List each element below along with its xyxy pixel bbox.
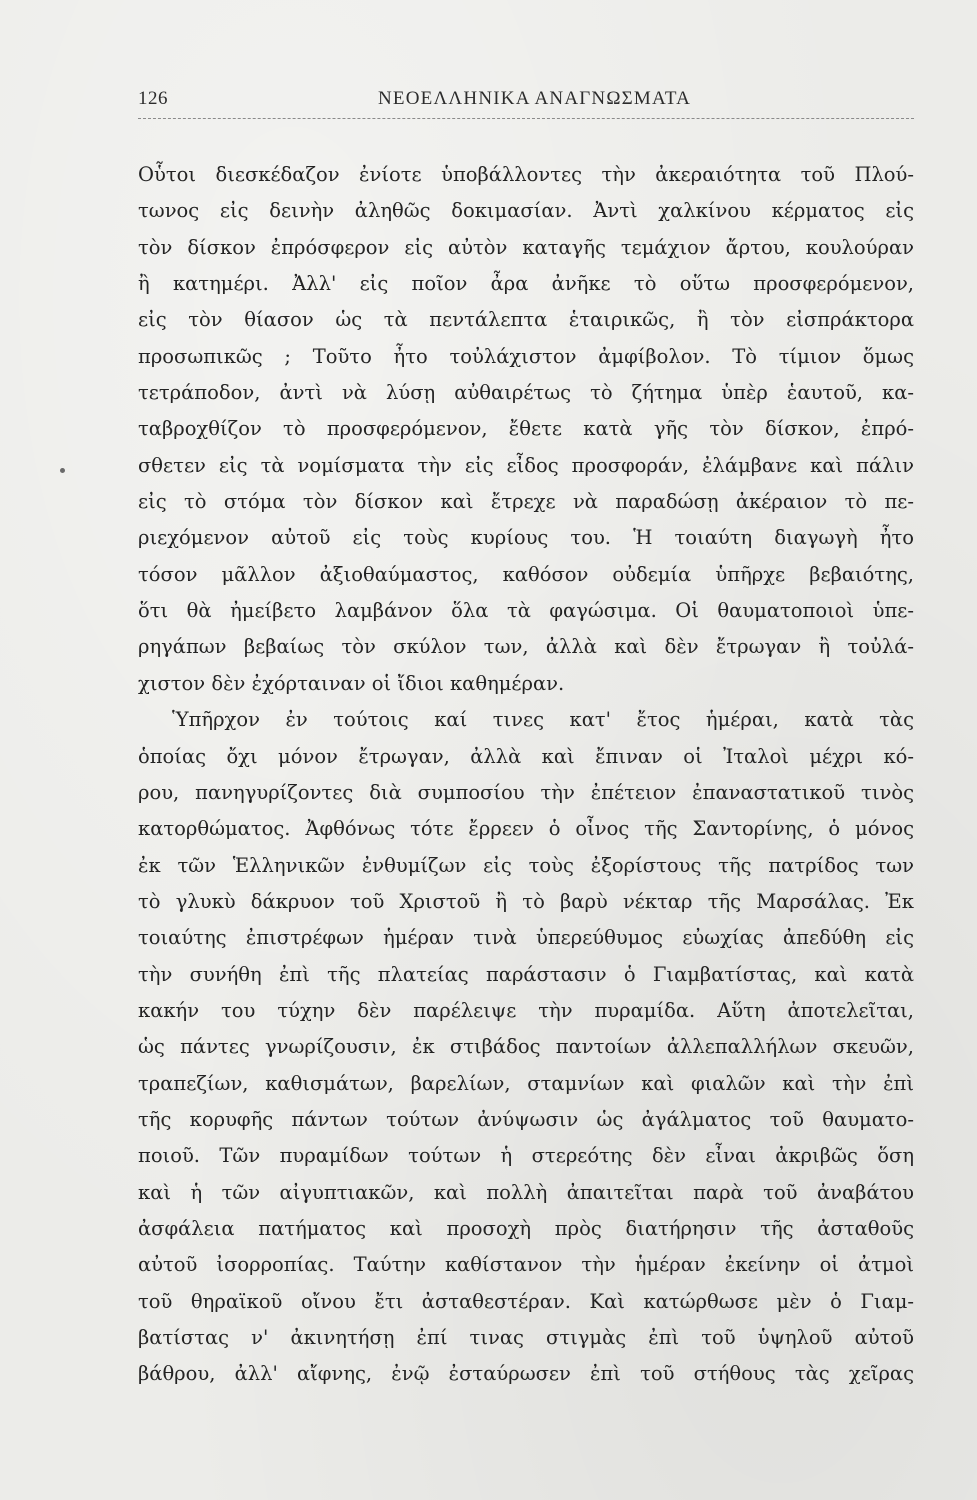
text-line: καὶ ἡ τῶν αἰγυπτιακῶν, καὶ πολλὴ ἀπαιτεῖται παρὰ τοῦ ἀναβάτου <box>138 1180 914 1204</box>
text-line: κακήν του τύχην δὲν παρέλειψε τὴν πυραμίδα. Αὕτη ἀποτελεῖται, <box>138 998 914 1022</box>
text-line: τωνος εἰς δεινὴν ἀληθῶς δοκιμασίαν. Ἀντὶ χαλκίνου κέρματος εἰς <box>138 199 914 223</box>
text-line: εἰς τὸ στόμα τὸν δίσκον καὶ ἔτρεχε νὰ παραδώσῃ ἀκέραιον τὸ πε- <box>138 490 914 514</box>
text-line: Οὗτοι διεσκέδαζον ἐνίοτε ὑποβάλλοντες τὴν ἀκεραιότητα τοῦ Πλού- <box>138 163 914 186</box>
text-line: εἰς τὸν θίασον ὡς τὰ πεντάλεπτα ἑταιρικῶς, ἢ τὸν εἰσπράκτορα <box>138 308 914 332</box>
text-line: ἀσφάλεια πατήματος καὶ προσοχὴ πρὸς διατήρησιν τῆς ἀσταθοῦς <box>138 1216 914 1240</box>
text-line: τὴν συνήθη ἐπὶ τῆς πλατείας παράστασιν ὁ Γιαμβατίστας, καὶ κατὰ <box>138 962 914 986</box>
text-line: ταβροχθίζον τὸ προσφερόμενον, ἔθετε κατὰ γῆς τὸν δίσκον, ἐπρό- <box>138 417 914 441</box>
paragraph-start-line: Ὑπῆρχον ἐν τούτοις καί τινες κατ' ἔτος ἡμέραι, κατὰ τὰς <box>172 708 914 732</box>
text-line: τὸ γλυκὺ δάκρυον τοῦ Χριστοῦ ἢ τὸ βαρὺ νέκταρ τῆς Μαρσάλας. Ἐκ <box>138 889 914 913</box>
page-number: 126 <box>138 88 168 109</box>
text-line: βατίστας ν' ἀκινητήσῃ ἐπί τινας στιγμὰς ἐπὶ τοῦ ὑψηλοῦ αὐτοῦ <box>138 1326 914 1349</box>
text-line: τραπεζίων, καθισμάτων, βαρελίων, σταμνίων καὶ φιαλῶν καὶ τὴν ἐπὶ <box>138 1071 914 1095</box>
running-title: ΝΕΟΕΛΛΗΝΙΚΑ ΑΝΑΓΝΩΣΜΑΤΑ <box>378 88 692 109</box>
body-text <box>138 157 914 1393</box>
text-line: ποιοῦ. Τῶν πυραμίδων τούτων ἡ στερεότης δὲν εἶναι ἀκριβῶς ὅση <box>138 1144 914 1168</box>
text-line: τῆς κορυφῆς πάντων τούτων ἀνύψωσιν ὡς ἀγάλματος τοῦ θαυματο- <box>138 1107 914 1131</box>
text-line: κατορθώματος. Ἀφθόνως τότε ἔρρεεν ὁ οἶνος τῆς Σαντορίνης, ὁ μόνος <box>138 817 914 841</box>
text-line: ὁποίας ὄχι μόνον ἔτρωγαν, ἀλλὰ καὶ ἔπιναν οἱ Ἰταλοὶ μέχρι κό- <box>138 744 914 768</box>
text-line: σθετεν εἰς τὰ νομίσματα τὴν εἰς εἶδος προσφοράν, ἐλάμβανε καὶ πάλιν <box>138 453 914 477</box>
margin-dot-mark <box>60 468 65 473</box>
text-line: αὐτοῦ ἰσορροπίας. Ταύτην καθίστανον τὴν ἡμέραν ἐκείνην οἱ ἀτμοὶ <box>138 1253 914 1277</box>
text-line: ἐκ τῶν Ἑλληνικῶν ἐνθυμίζων εἰς τοὺς ἐξορίστους τῆς πατρίδος των <box>138 853 914 877</box>
text-line: ρηγάπων βεβαίως τὸν σκύλον των, ἀλλὰ καὶ δὲν ἔτρωγαν ἢ τοὐλά- <box>138 635 914 659</box>
text-line: ἢ κατημέρι. Ἀλλ' εἰς ποῖον ἆρα ἀνῆκε τὸ οὕτω προσφερόμενον, <box>138 272 914 296</box>
text-line: ρου, πανηγυρίζοντες διὰ συμποσίου τὴν ἐπέτειον ἐπαναστατικοῦ τινὸς <box>138 780 914 804</box>
text-line: τόσον μᾶλλον ἀξιοθαύμαστος, καθόσον οὐδεμία ὑπῆρχε βεβαιότης, <box>138 562 914 586</box>
text-line: τοιαύτης ἐπιστρέφων ἡμέραν τινὰ ὑπερεύθυμος εὐωχίας ἀπεδύθη εἰς <box>138 926 914 950</box>
text-line: τὸν δίσκον ἐπρόσφερον εἰς αὐτὸν καταγῆς τεμάχιον ἄρτου, κουλούραν <box>138 235 914 259</box>
text-line: ριεχόμενον αὐτοῦ εἰς τοὺς κυρίους του. Ἡ τοιαύτη διαγωγὴ ἦτο <box>138 526 914 550</box>
paragraph-end-line: χιστον δὲν ἐχόρταιναν οἱ ἴδιοι καθημέραν. <box>138 671 565 695</box>
text-line: βάθρου, ἀλλ' αἴφνης, ἐνῷ ἐσταύρωσεν ἐπὶ τοῦ στήθους τὰς χεῖρας <box>138 1362 914 1386</box>
page-header <box>138 88 914 120</box>
text-line: προσωπικῶς ; Τοῦτο ἦτο τοὐλάχιστον ἀμφίβολον. Τὸ τίμιον ὅμως <box>138 344 914 368</box>
header-rule <box>138 118 914 119</box>
text-line: τοῦ θηραϊκοῦ οἴνου ἔτι ἀσταθεστέραν. Καὶ κατώρθωσε μὲν ὁ Γιαμ- <box>138 1289 914 1313</box>
text-line: ὅτι θὰ ἠμείβετο λαμβάνον ὅλα τὰ φαγώσιμα. Οἱ θαυματοποιοὶ ὑπε- <box>138 599 914 623</box>
text-line: ὡς πάντες γνωρίζουσιν, ἐκ στιβάδος παντοίων ἀλλεπαλλήλων σκευῶν, <box>138 1035 914 1059</box>
text-line: τετράποδον, ἀντὶ νὰ λύσῃ αὐθαιρέτως τὸ ζήτημα ὑπὲρ ἑαυτοῦ, κα- <box>138 381 914 405</box>
